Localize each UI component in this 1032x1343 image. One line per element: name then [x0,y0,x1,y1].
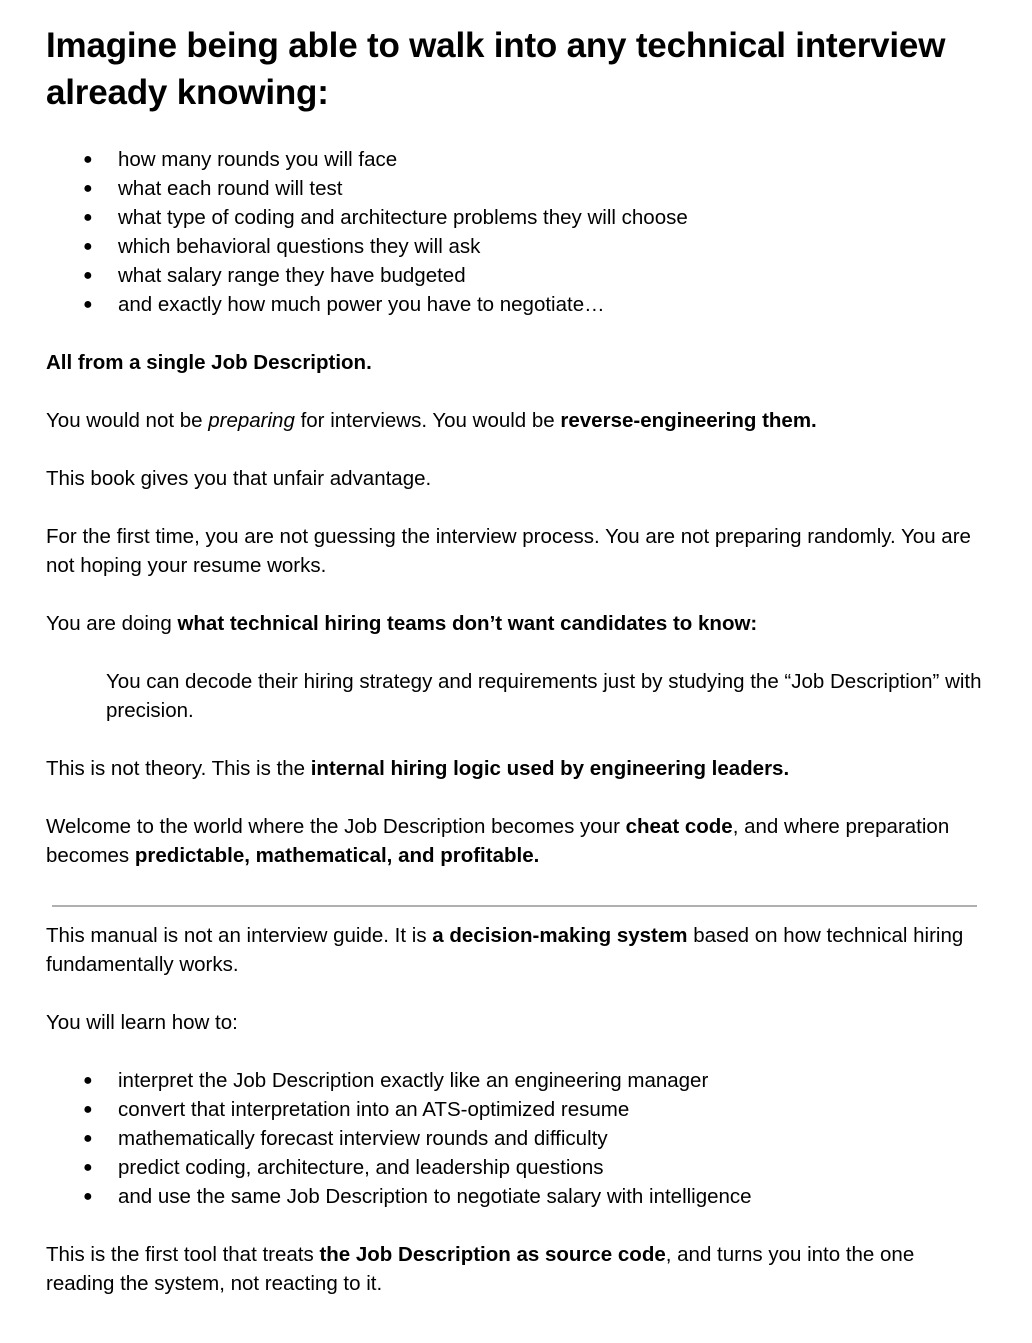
document-page [46,22,986,1298]
list-item: ● what type of coding and architecture problems they will choose [83,203,986,232]
not-theory-paragraph: This is not theory. This is the internal hiring logic used by engineering leaders. [46,757,790,780]
list-item: ● predict coding, architecture, and leadership questions [83,1153,986,1182]
list-item: ● interpret the Job Description exactly like an engineering manager [83,1066,986,1095]
page-title: Imagine being able to walk into any technical interview already knowing: [46,26,946,112]
bullet-icon: ● [83,1101,93,1118]
bullet-icon: ● [83,1188,93,1205]
list-item: ● and exactly how much power you have to negotiate… [83,290,986,319]
doing-paragraph: You are doing what technical hiring teams don’t want candidates to know: [46,612,758,635]
list-item: ● which behavioral questions they will ask [83,232,986,261]
bullet-icon: ● [83,1130,93,1147]
welcome-paragraph: Welcome to the world where the Job Description becomes your cheat code, and where preparation becomes predictable, mathematical, and profitable. [46,815,950,867]
list-item: ● what each round will test [83,174,986,203]
bullet-icon: ● [83,296,93,313]
manual-paragraph: This manual is not an interview guide. It is a decision-making system based on how technical hiring fundamentally works. [46,924,964,976]
list-item: ● and use the same Job Description to negotiate salary with intelligence [83,1182,986,1211]
closing-paragraph: This is the first tool that treats the Job Description as source code, and turns you into the one reading the system, not reacting to it. [46,1243,915,1295]
list-item: ● convert that interpretation into an ATS-optimized resume [83,1095,986,1124]
preparing-paragraph: You would not be preparing for interviews. You would be reverse-engineering them. [46,409,817,432]
decode-quote: You can decode their hiring strategy and requirements just by studying the “Job Description” with precision. [106,670,982,722]
list-item: ● what salary range they have budgeted [83,261,986,290]
bullet-icon: ● [83,238,93,255]
learn-bullet-list [46,1066,986,1211]
single-jd-statement: All from a single Job Description. [46,351,372,374]
list-item: ● mathematically forecast interview rounds and difficulty [83,1124,986,1153]
first-time-paragraph: For the first time, you are not guessing the interview process. You are not preparing randomly. You are not hoping your resume works. [46,525,971,577]
unfair-advantage-paragraph: This book gives you that unfair advantage. [46,467,432,490]
learn-intro: You will learn how to: [46,1011,238,1034]
bullet-icon: ● [83,180,93,197]
bullet-icon: ● [83,267,93,284]
bullet-icon: ● [83,1159,93,1176]
list-item: ● how many rounds you will face [83,145,986,174]
intro-bullet-list [46,145,986,319]
bullet-icon: ● [83,1072,93,1089]
bullet-icon: ● [83,151,93,168]
bullet-icon: ● [83,209,93,226]
